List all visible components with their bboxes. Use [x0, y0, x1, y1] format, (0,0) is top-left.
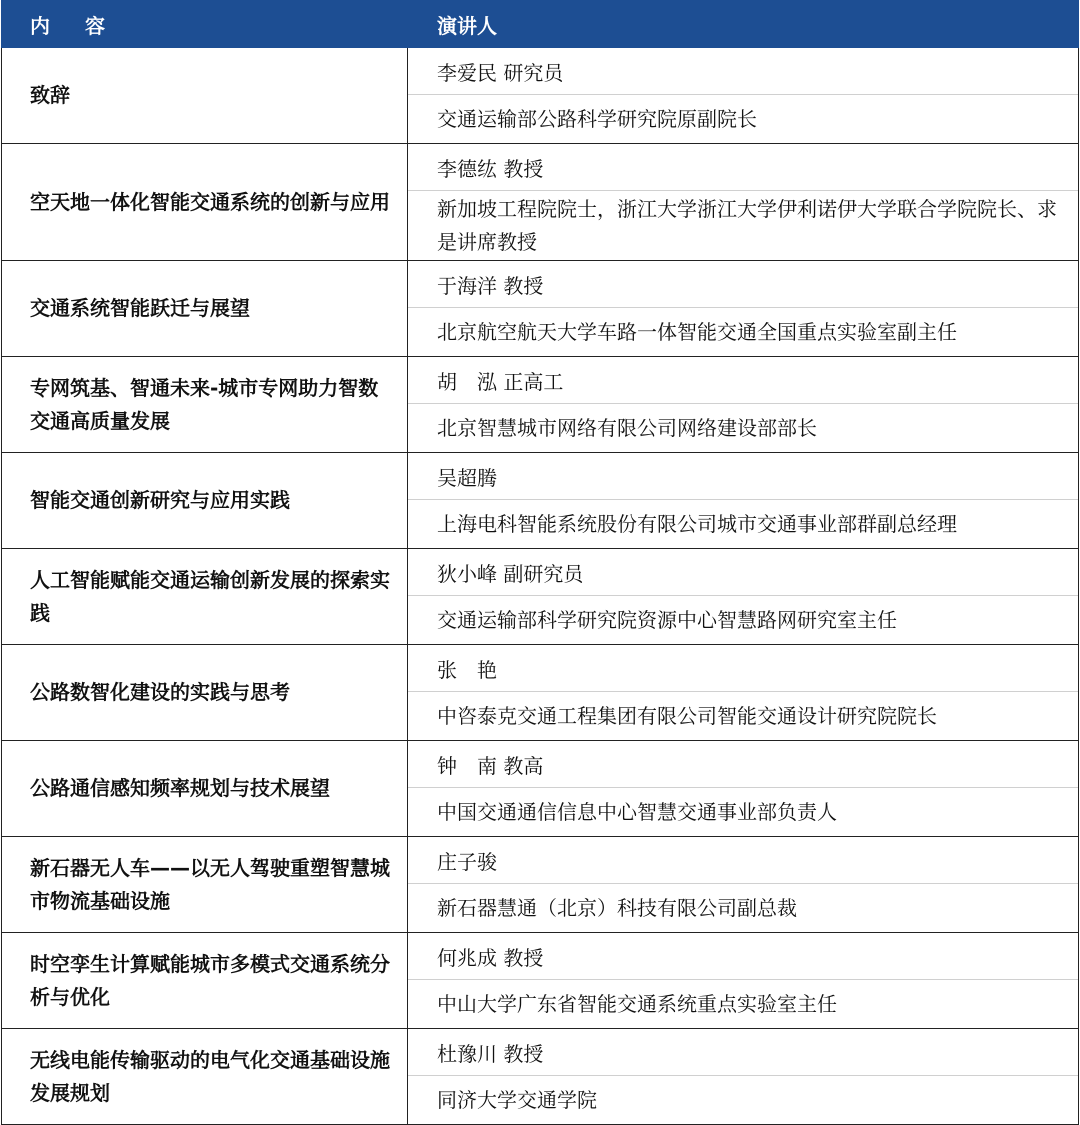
table-row — [1, 261, 1079, 357]
topic-cell: 公路数智化建设的实践与思考 — [2, 645, 408, 740]
speaker-name: 胡 泓 正高工 — [408, 357, 1078, 404]
speaker-name: 何兆成 教授 — [408, 933, 1078, 980]
header-topic: 内 容 — [30, 13, 119, 38]
topic-cell: 人工智能赋能交通运输创新发展的探索实践 — [2, 549, 408, 644]
speaker-cell — [408, 645, 1078, 740]
table-row — [1, 837, 1079, 933]
table-row — [1, 645, 1079, 741]
speaker-name: 钟 南 教高 — [408, 741, 1078, 788]
topic-cell: 公路通信感知频率规划与技术展望 — [2, 741, 408, 836]
table-header — [1, 0, 1079, 48]
speaker-title: 交通运输部公路科学研究院原副院长 — [437, 106, 757, 131]
speaker-title: 同济大学交通学院 — [437, 1087, 597, 1112]
table-row — [1, 453, 1079, 549]
topic-cell: 专网筑基、智通未来-城市专网助力智数交通高质量发展 — [2, 357, 408, 452]
speaker-cell — [408, 741, 1078, 836]
speaker-title: 北京智慧城市网络有限公司网络建设部部长 — [437, 415, 817, 440]
speaker-cell — [408, 261, 1078, 356]
table-row — [1, 144, 1079, 261]
speaker-name: 李爱民 研究员 — [408, 48, 1078, 95]
topic-cell: 空天地一体化智能交通系统的创新与应用 — [2, 144, 408, 260]
speaker-title: 中国交通通信信息中心智慧交通事业部负责人 — [437, 799, 837, 824]
topic-cell: 无线电能传输驱动的电气化交通基础设施发展规划 — [2, 1029, 408, 1124]
speaker-cell — [408, 48, 1078, 143]
table-row — [1, 933, 1079, 1029]
table-row — [1, 357, 1079, 453]
speaker-name: 李德纮 教授 — [408, 144, 1078, 191]
speaker-title: 新石器慧通（北京）科技有限公司副总裁 — [437, 895, 797, 920]
speaker-name: 庄子骏 — [408, 837, 1078, 884]
speaker-name: 于海洋 教授 — [408, 261, 1078, 308]
speaker-title: 中咨泰克交通工程集团有限公司智能交通设计研究院院长 — [437, 703, 937, 728]
speaker-name: 杜豫川 教授 — [408, 1029, 1078, 1076]
speaker-cell — [408, 357, 1078, 452]
topic-cell: 交通系统智能跃迁与展望 — [2, 261, 408, 356]
table-row — [1, 48, 1079, 144]
speaker-cell — [408, 549, 1078, 644]
topic-cell: 智能交通创新研究与应用实践 — [2, 453, 408, 548]
table-row — [1, 741, 1079, 837]
agenda-table — [1, 0, 1079, 1125]
speaker-title: 北京航空航天大学车路一体智能交通全国重点实验室副主任 — [437, 319, 957, 344]
topic-cell: 时空孪生计算赋能城市多模式交通系统分析与优化 — [2, 933, 408, 1028]
topic-cell: 致辞 — [2, 48, 408, 143]
topic-cell: 新石器无人车——以无人驾驶重塑智慧城市物流基础设施 — [2, 837, 408, 932]
speaker-cell — [408, 1029, 1078, 1124]
speaker-cell — [408, 453, 1078, 548]
speaker-title: 上海电科智能系统股份有限公司城市交通事业部群副总经理 — [437, 511, 957, 536]
speaker-cell — [408, 933, 1078, 1028]
table-row — [1, 549, 1079, 645]
table-row — [1, 1029, 1079, 1125]
speaker-title: 中山大学广东省智能交通系统重点实验室主任 — [437, 991, 837, 1016]
speaker-name: 张 艳 — [408, 645, 1078, 692]
header-speaker: 演讲人 — [437, 13, 497, 38]
speaker-name: 吴超腾 — [408, 453, 1078, 500]
speaker-cell — [408, 837, 1078, 932]
speaker-cell — [408, 144, 1078, 260]
speaker-title: 新加坡工程院院士，浙江大学浙江大学伊利诺伊大学联合学院院长、求是讲席教授 — [437, 196, 1057, 254]
speaker-title: 交通运输部科学研究院资源中心智慧路网研究室主任 — [437, 607, 897, 632]
speaker-name: 狄小峰 副研究员 — [408, 549, 1078, 596]
